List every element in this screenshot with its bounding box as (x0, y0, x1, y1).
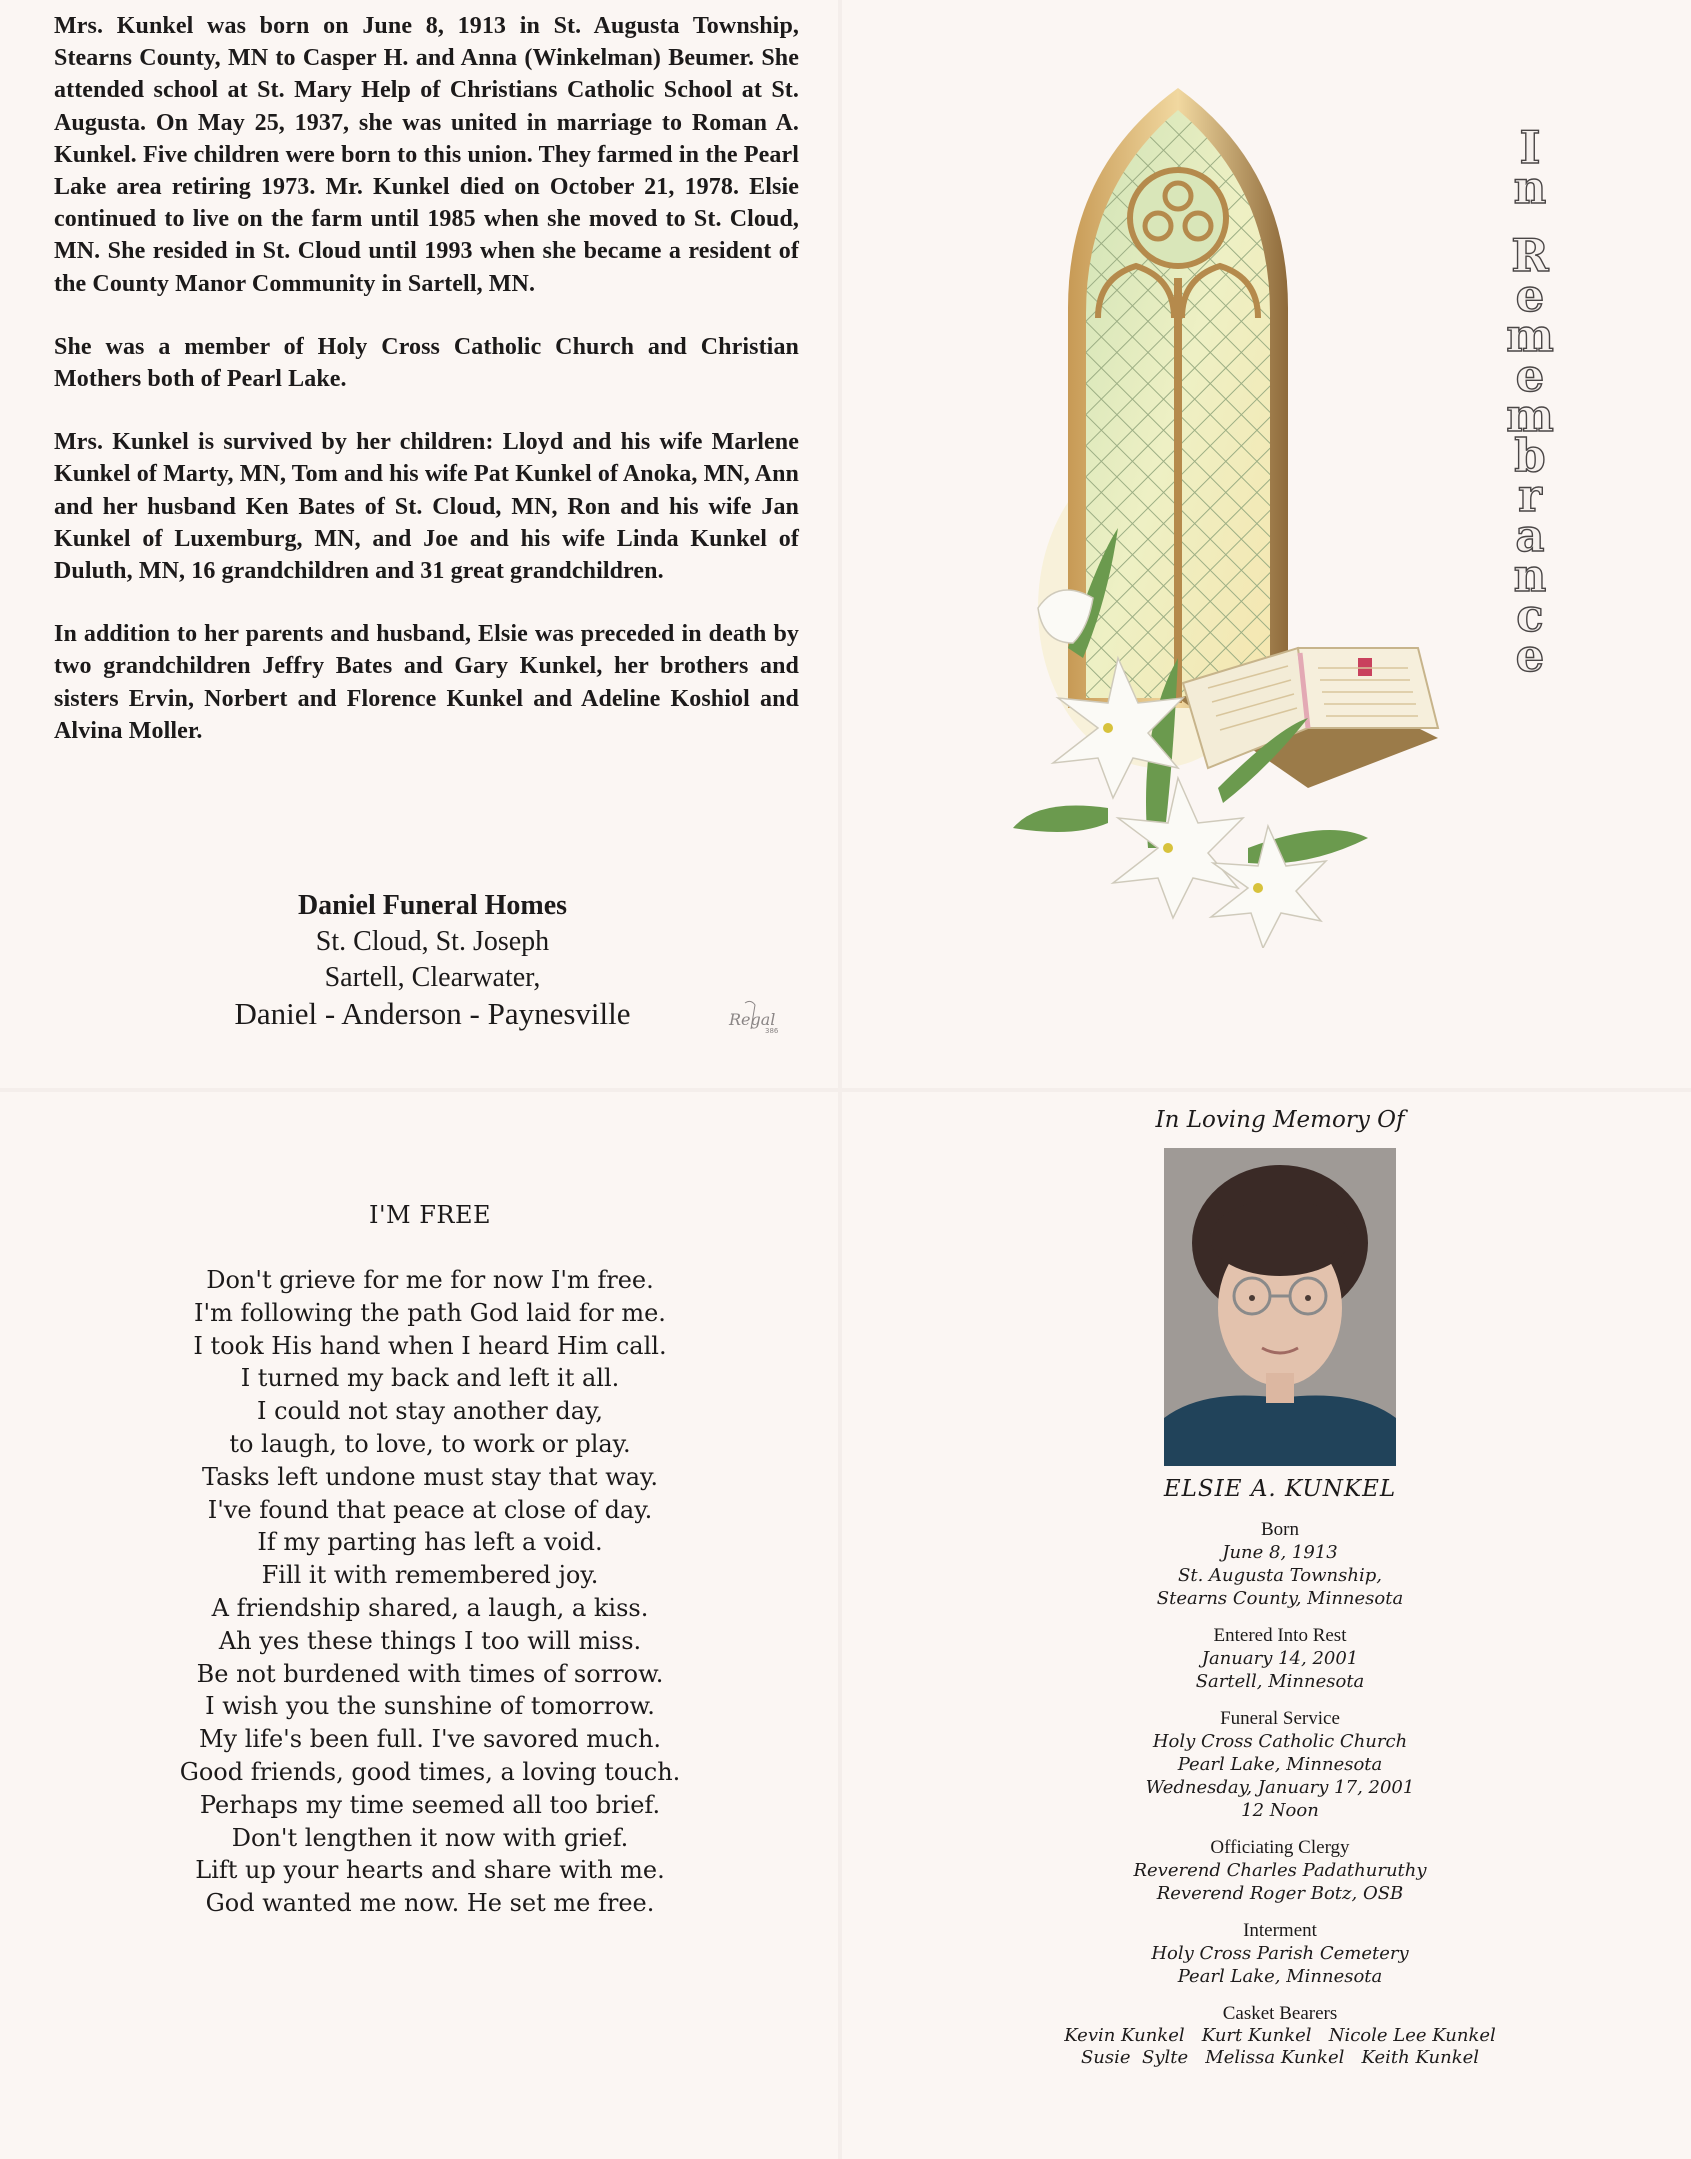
poem-line: I took His hand when I heard Him call. (193, 1331, 667, 1360)
svg-text:386: 386 (765, 1027, 779, 1035)
service-place: Pearl Lake, Minnesota (1177, 1754, 1383, 1775)
rest-info (1000, 1624, 1560, 1693)
poem (105, 1200, 755, 1920)
funeral-home-locations: Sartell, Clearwater, (324, 962, 541, 993)
funeral-home-locations: St. Cloud, St. Joseph (315, 926, 550, 957)
poem-line: I turned my back and left it all. (240, 1364, 620, 1393)
obituary-paragraph: In addition to her parents and husband, Elsie was preceded in death by two grandchildren Jeffry Bates and Gary Kunkel, her brothers and sisters Ervin, Norbert and Florence Kunkel and Adeline Koshiol and Alvina Moller. (54, 621, 799, 744)
poem-line: A friendship shared, a laugh, a kiss. (211, 1593, 649, 1622)
funeral-home-locations: Daniel - Anderson - Paynesville (234, 996, 631, 1031)
poem-line: God wanted me now. He set me free. (205, 1889, 655, 1918)
memorial-info (1000, 1104, 1560, 2069)
poem-body (105, 1264, 755, 1920)
service-time: 12 Noon (1241, 1800, 1319, 1821)
born-date: June 8, 1913 (1222, 1542, 1338, 1563)
rest-label: Entered Into Rest (1213, 1625, 1347, 1646)
service-church: Holy Cross Catholic Church (1152, 1731, 1408, 1752)
born-info (1000, 1518, 1560, 1610)
poem-line: I'm following the path God laid for me. (194, 1298, 666, 1327)
in-remembrance-title: I n R e m e m b r a n c e (1506, 121, 1554, 682)
poem-line: Be not burdened with times of sorrow. (196, 1659, 664, 1688)
funeral-home-name: Daniel Funeral Homes (297, 890, 568, 921)
poem-line: Good friends, good times, a loving touch. (179, 1757, 681, 1786)
bearers-names: Susie Sylte Melissa Kunkel Keith Kunkel (1080, 2047, 1480, 2068)
bearers-label: Casket Bearers (1222, 2003, 1338, 2024)
poem-line: Fill it with remembered joy. (261, 1561, 599, 1590)
clergy-info (1000, 1836, 1560, 1905)
obituary-panel (0, 0, 838, 1088)
poem-line: Don't grieve for me for now I'm free. (206, 1266, 654, 1294)
service-date: Wednesday, January 17, 2001 (1145, 1777, 1415, 1798)
poem-line: Don't lengthen it now with grief. (231, 1823, 629, 1852)
obituary-text (54, 10, 799, 778)
funeral-home-block (150, 888, 715, 1032)
poem-line: Lift up your hearts and share with me. (195, 1856, 665, 1885)
interment-cemetery: Holy Cross Parish Cemetery (1151, 1943, 1409, 1964)
born-place: St. Augusta Township, (1178, 1565, 1382, 1586)
bearers-names: Kevin Kunkel Kurt Kunkel Nicole Lee Kunkel (1064, 2025, 1496, 2046)
poem-line: I've found that peace at close of day. (207, 1495, 653, 1524)
clergy-name: Reverend Roger Botz, OSB (1156, 1883, 1404, 1904)
deceased-name: ELSIE A. KUNKEL (1163, 1476, 1397, 1502)
rest-place: Sartell, Minnesota (1195, 1671, 1365, 1692)
poem-line: I could not stay another day, (256, 1397, 604, 1426)
interment-place: Pearl Lake, Minnesota (1177, 1966, 1383, 1987)
service-info (1000, 1707, 1560, 1822)
poem-line: Tasks left undone must stay that way. (201, 1462, 659, 1491)
interment-label: Interment (1243, 1920, 1317, 1941)
deceased-portrait-photo (1164, 1148, 1396, 1466)
obituary-paragraph: She was a member of Holy Cross Catholic Church and Christian Mothers both of Pearl Lake. (54, 333, 799, 393)
born-place: Stearns County, Minnesota (1156, 1588, 1404, 1609)
poem-title: I'M FREE (368, 1201, 492, 1229)
interment-info (1000, 1919, 1560, 1988)
poem-line: to laugh, to love, to work or play. (229, 1429, 631, 1458)
poem-line: Ah yes these things I too will miss. (218, 1626, 642, 1655)
stained-glass-window-illustration (1008, 88, 1468, 948)
poem-line: If my parting has left a void. (257, 1528, 603, 1557)
obituary-paragraph: Mrs. Kunkel was born on June 8, 1913 in St. Augusta Township, Stearns County, MN to Casper H. and Anna (Winkelman) Beumer. She attended school at St. Mary Help of Christians Catholic School at St. Augusta. On May 25, 1937, she was united in marriage to Roman A. Kunkel. Five children were born to this union. They farmed in the Pearl Lake area retiring 1973. Mr. Kunkel died on October 21, 1978. Elsie continued to live on the farm until 1985 when she moved to St. Cloud, MN. She resided in St. Cloud until 1993 when she became a resident of the County Manor Community in Sartell, MN. (54, 13, 799, 297)
printer-logo (725, 997, 785, 1037)
poem-line: My life's been full. I've savored much. (198, 1725, 662, 1754)
poem-line: Perhaps my time seemed all too brief. (199, 1790, 661, 1819)
born-label: Born (1261, 1519, 1299, 1540)
service-label: Funeral Service (1220, 1708, 1340, 1729)
memory-heading: In Loving Memory Of (1155, 1107, 1405, 1133)
poem-line: I wish you the sunshine of tomorrow. (205, 1692, 655, 1721)
obituary-paragraph: Mrs. Kunkel is survived by her children: Lloyd and his wife Marlene Kunkel of Marty, MN, Tom and his wife Pat Kunkel of Anoka, MN, Ann and her husband Ken Bates of St. Cloud, MN, Ron and his wife Jan Kunkel of Luxemburg, MN, and Joe and his wife Linda Kunkel of Duluth, MN, 16 grandchildren and 31 great grandchildren. (54, 429, 799, 585)
clergy-label: Officiating Clergy (1210, 1837, 1350, 1858)
clergy-name: Reverend Charles Padathuruthy (1133, 1860, 1427, 1881)
printer-logo-text: Regal (729, 1010, 776, 1029)
rest-date: January 14, 2001 (1201, 1648, 1359, 1669)
casket-bearers-info (1000, 2002, 1560, 2069)
